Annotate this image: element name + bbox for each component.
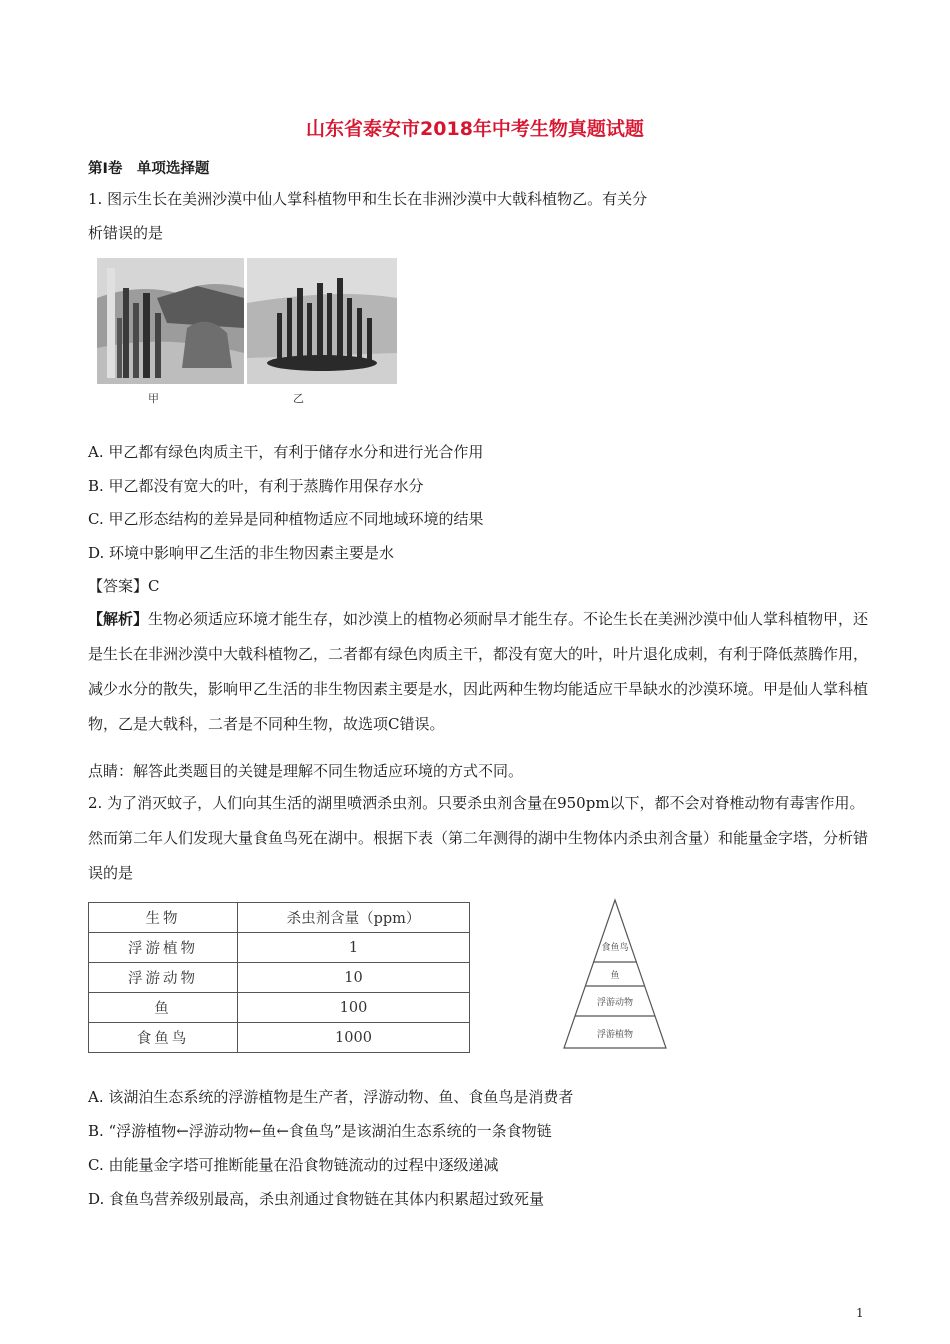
- q2-option-c: C. 由能量金字塔可推断能量在沿食物链流动的过程中逐级递减: [88, 1156, 499, 1174]
- page-number: 1: [856, 1306, 864, 1320]
- table-cell: 100: [238, 993, 470, 1023]
- section-heading: 第Ⅰ卷 单项选择题: [88, 161, 210, 177]
- q1-option-c: C. 甲乙形态结构的差异是同种植物适应不同地域环境的结果: [88, 510, 484, 528]
- pyramid-level-3: 浮游动物: [596, 998, 634, 1008]
- table-row: [89, 1023, 470, 1053]
- table-cell: 鱼: [89, 993, 238, 1023]
- energy-pyramid: [560, 898, 670, 1058]
- q2-option-d: D. 食鱼鸟营养级别最高，杀虫剂通过食物链在其体内积累超过致死量: [88, 1190, 545, 1208]
- photo-euphorbia-yi: [247, 258, 397, 384]
- q1-option-b: B. 甲乙都没有宽大的叶，有利于蒸腾作用保存水分: [88, 477, 424, 495]
- q1-analysis: [88, 602, 878, 742]
- q1-answer: 【答案】C: [88, 577, 160, 595]
- table-cell: 1000: [238, 1023, 470, 1053]
- q2-option-a: A. 该湖泊生态系统的浮游植物是生产者，浮游动物、鱼、食鱼鸟是消费者: [88, 1088, 574, 1106]
- pyramid-level-4: 浮游植物: [596, 1030, 634, 1040]
- photo-label-yi: 乙: [293, 392, 304, 405]
- table-header: 杀虫剂含量（ppm）: [238, 903, 470, 933]
- q1-option-a: A. 甲乙都有绿色肉质主干，有利于储存水分和进行光合作用: [88, 443, 484, 461]
- q1-option-d: D. 环境中影响甲乙生活的非生物因素主要是水: [88, 544, 395, 562]
- pesticide-table: [88, 902, 470, 1053]
- q1-stem-line1: 1. 图示生长在美洲沙漠中仙人掌科植物甲和生长在非洲沙漠中大戟科植物乙。有关分: [88, 190, 648, 208]
- pyramid-level-2: 鱼: [610, 971, 620, 981]
- analysis-label: 【解析】: [88, 610, 149, 628]
- table-header-row: [89, 903, 470, 933]
- table-cell: 浮游植物: [89, 933, 238, 963]
- q2-option-b: B. “浮游植物←浮游动物←鱼←食鱼鸟”是该湖泊生态系统的一条食物链: [88, 1122, 552, 1140]
- q2-stem: 2. 为了消灭蚊子，人们向其生活的湖里喷洒杀虫剂。只要杀虫剂含量在950pm以下，都不会对脊椎动物有毒害作用。然而第二年人们发现大量食鱼鸟死在湖中。根据下表（第二年测得的湖中生物体内杀虫剂含量）和能量金字塔，分析错误的是: [88, 794, 869, 882]
- table-cell: 浮游动物: [89, 963, 238, 993]
- table-cell: 食鱼鸟: [89, 1023, 238, 1053]
- table-header: 生物: [89, 903, 238, 933]
- q1-tip: 点睛：解答此类题目的关键是理解不同生物适应环境的方式不同。: [88, 762, 524, 780]
- analysis-text: 生物必须适应环境才能生存，如沙漠上的植物必须耐旱才能生存。不论生长在美洲沙漠中仙人掌科植物甲，还是生长在非洲沙漠中大戟科植物乙，二者都有绿色肉质主干，都没有宽大的叶，叶片退化成刺，有利于降低蒸腾作用，减少水分的散失，影响甲乙生活的非生物因素主要是水，因此两种生物均能适应干旱缺水的沙漠环境。甲是仙人掌科植物，乙是大戟科，二者是不同种生物，故选项C错误。: [88, 610, 869, 733]
- table-row: [89, 993, 470, 1023]
- page-title: 山东省泰安市2018年中考生物真题试题: [306, 118, 644, 140]
- table-cell: 10: [238, 963, 470, 993]
- q1-stem-line2: 析错误的是: [88, 224, 164, 242]
- photo-label-jia: 甲: [148, 392, 159, 405]
- table-row: [89, 933, 470, 963]
- table-cell: 1: [238, 933, 470, 963]
- photo-cactus-jia: [97, 258, 244, 384]
- table-row: [89, 963, 470, 993]
- pyramid-level-1: 食鱼鸟: [601, 943, 629, 953]
